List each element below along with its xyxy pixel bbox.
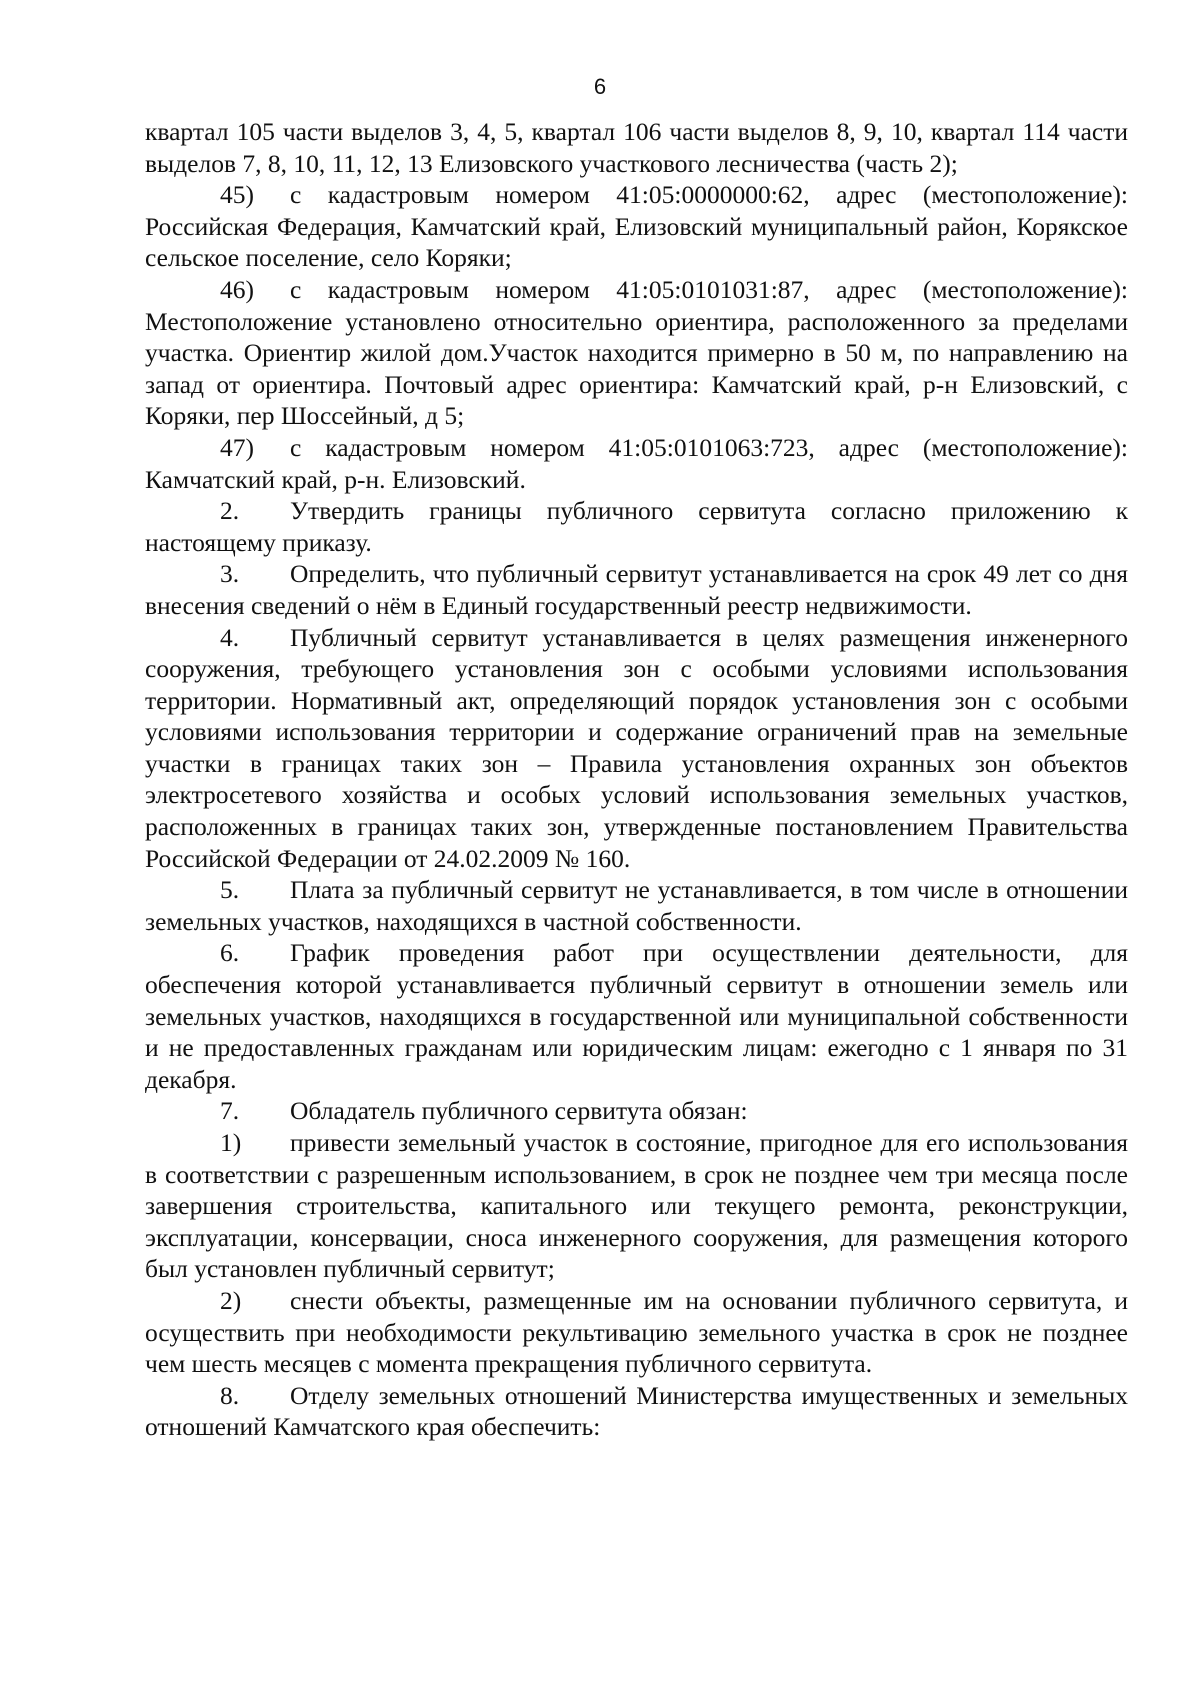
paragraph-text: График проведения работ при осуществлении деятельности, для обеспечения которой устанавливается публичный сервитут в отношении земель или земельных участков, находящихся в государственной или муниципальной собственности и не предоставленных гражданам или юридическим лицам: ежегодно с 1 января по 31 декабря. xyxy=(145,938,1128,1094)
clause-number: 7. xyxy=(220,1096,240,1126)
paragraph-continuation xyxy=(145,116,1128,179)
subclause-1 xyxy=(145,1127,1128,1285)
paragraph-text: с кадастровым номером 41:05:0000000:62, адрес (местоположение): Российская Федерация, Камчатский край, Елизовский муниципальный район, Корякское сельское поселение, село Коряки; xyxy=(145,180,1128,273)
paragraph-text: квартал 105 части выделов 3, 4, 5, квартал 106 части выделов 8, 9, 10, квартал 114 части выделов 7, 8, 10, 11, 12, 13 Елизовского участкового лесничества (часть 2); xyxy=(145,117,1128,178)
item-number: 1) xyxy=(220,1128,242,1157)
list-item-46 xyxy=(145,274,1128,432)
subclause-2 xyxy=(145,1285,1128,1380)
paragraph-text: Публичный сервитут устанавливается в целях размещения инженерного сооружения, требующего установления зон с особыми условиями использования территории. Нормативный акт, определяющий порядок установления зон с особыми условиями использования территории и содержание ограничений прав на земельные участки в границах таких зон – Правила установления охранных зон объектов электросетевого хозяйства и особых условий использования земельных участков, расположенных в границах таких зон, утвержденные постановлением Правительства Российской Федерации от 24.02.2009 № 160. xyxy=(145,622,1128,873)
clause-number: 6. xyxy=(220,938,240,968)
list-item-47 xyxy=(145,432,1128,495)
item-number: 46) xyxy=(220,274,254,304)
paragraph-text: с кадастровым номером 41:05:0101031:87, адрес (местоположение): Местоположение установлено относительно ориентира, расположенного за пределами участка. Ориентир жилой дом.Участок находится примерно в 50 м, по направлению на запад от ориентира. Почтовый адрес ориентира: Камчатский край, р-н Елизовский, с Коряки, пер Шоссейный, д 5; xyxy=(145,274,1128,431)
paragraph-text: снести объекты, размещенные им на основании публичного сервитута, и осуществить при необходимости рекультивацию земельного участка в срок не позднее чем шесть месяцев с момента прекращения публичного сервитута. xyxy=(145,1285,1128,1379)
clause-4 xyxy=(145,622,1128,875)
clause-7 xyxy=(145,1095,1128,1127)
clause-number: 4. xyxy=(220,622,240,652)
clause-number: 3. xyxy=(220,559,240,589)
page-number: 6 xyxy=(593,74,607,99)
paragraph-text: Обладатель публичного сервитута обязан: xyxy=(290,1096,748,1126)
paragraph-text: привести земельный участок в состояние, пригодное для его использования в соответствии с разрешенным использованием, в срок не позднее чем три месяца после завершения строительства, капитального или текущего ремонта, реконструкции, эксплуатации, консервации, сноса инженерного сооружения, для размещения которого был установлен публичный сервитут; xyxy=(145,1128,1128,1284)
item-number: 47) xyxy=(220,432,254,462)
clause-number: 8. xyxy=(220,1380,240,1410)
clause-5 xyxy=(145,874,1128,937)
paragraph-text: Отделу земельных отношений Министерства имущественных и земельных отношений Камчатского края обеспечить: xyxy=(145,1380,1128,1442)
paragraph-text: с кадастровым номером 41:05:0101063:723, адрес (местоположение): Камчатский край, р-н. Елизовский. xyxy=(145,432,1128,494)
document-body xyxy=(145,116,1128,1443)
item-number: 2) xyxy=(220,1285,242,1315)
clause-3 xyxy=(145,558,1128,621)
clause-8 xyxy=(145,1380,1128,1443)
clause-6 xyxy=(145,937,1128,1095)
clause-2 xyxy=(145,495,1128,558)
paragraph-text: Утвердить границы публичного сервитута согласно приложению к настоящему приказу. xyxy=(145,496,1128,557)
item-number: 45) xyxy=(220,180,254,210)
list-item-45 xyxy=(145,179,1128,274)
clause-number: 2. xyxy=(220,496,240,526)
clause-number: 5. xyxy=(220,875,240,905)
paragraph-text: Определить, что публичный сервитут устанавливается на срок 49 лет со дня внесения сведений о нём в Единый государственный реестр недвижимости. xyxy=(145,559,1128,620)
paragraph-text: Плата за публичный сервитут не устанавливается, в том числе в отношении земельных участков, находящихся в частной собственности. xyxy=(145,875,1128,936)
